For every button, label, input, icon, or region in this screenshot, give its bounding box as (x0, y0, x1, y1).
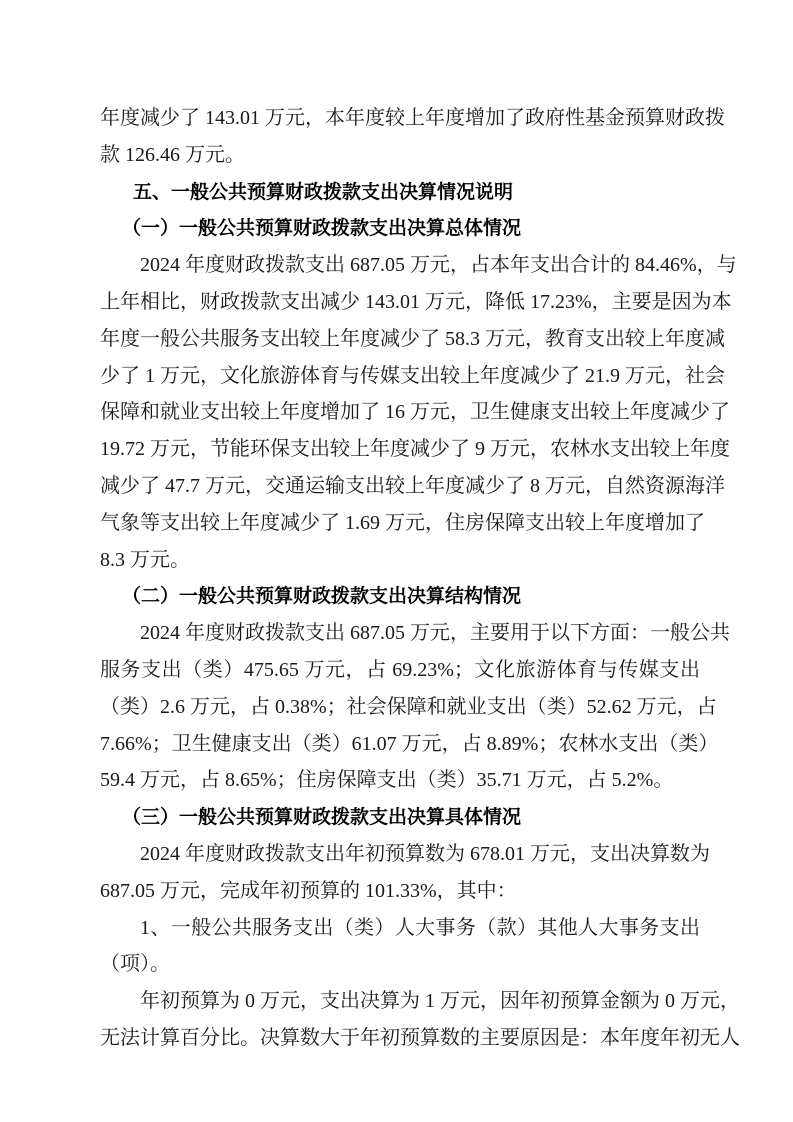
text-line: 保障和就业支出较上年度增加了 16 万元，卫生健康支出较上年度减少了 (100, 401, 730, 424)
text-line: 8.3 万元。 (100, 548, 190, 571)
paragraph (100, 247, 737, 578)
text-line: 款 126.46 万元。 (100, 143, 245, 166)
subsection-heading (100, 799, 700, 836)
text-line: 2024 年度财政拨款支出 687.05 万元，主要用于以下方面：一般公共 (140, 622, 730, 645)
text-line: 年初预算为 0 万元，支出决算为 1 万元，因年初预算金额为 0 万元， (140, 990, 740, 1013)
document-page (100, 100, 740, 1057)
text-line: 少了 1 万元，文化旅游体育与传媒支出较上年度减少了 21.9 万元，社会 (100, 364, 725, 387)
subsection-heading (100, 578, 700, 615)
text-line: 上年相比，财政拨款支出减少 143.01 万元，降低 17.23%，主要是因为本 (100, 290, 732, 313)
text-line: 气象等支出较上年度减少了 1.69 万元，住房保障支出较上年度增加了 (100, 511, 705, 534)
text-line: 7.66%；卫生健康支出（类）61.07 万元，占 8.89%；农林水支出（类） (100, 732, 719, 755)
text-line: 2024 年度财政拨款支出 687.05 万元，占本年支出合计的 84.46%，与 (140, 254, 737, 277)
text-line: （一）一般公共预算财政拨款支出决算总体情况 (122, 217, 522, 240)
paragraph (100, 615, 730, 799)
paragraph (100, 910, 700, 984)
text-line: 五、一般公共预算财政拨款支出决算情况说明 (133, 180, 514, 203)
text-line: 服务支出（类）475.65 万元，占 69.23%；文化旅游体育与传媒支出 (100, 658, 700, 681)
section-heading (100, 174, 700, 211)
text-line: 1、一般公共服务支出（类）人大事务（款）其他人大事务支出 (140, 916, 700, 939)
text-line: 减少了 47.7 万元，交通运输支出较上年度减少了 8 万元，自然资源海洋 (100, 474, 725, 497)
text-line: 年度一般公共服务支出较上年度减少了 58.3 万元，教育支出较上年度减 (100, 327, 725, 350)
text-line: 2024 年度财政拨款支出年初预算数为 678.01 万元，支出决算数为 (140, 842, 710, 865)
text-line: （二）一般公共预算财政拨款支出决算结构情况 (122, 585, 522, 608)
text-line: 687.05 万元，完成年初预算的 101.33%，其中： (100, 879, 517, 902)
text-line: 59.4 万元，占 8.65%；住房保障支出（类）35.71 万元，占 5.2%。 (100, 769, 674, 792)
text-line: （类）2.6 万元，占 0.38%；社会保障和就业支出（类）52.62 万元，占 (100, 695, 717, 718)
text-line: 年度减少了 143.01 万元，本年度较上年度增加了政府性基金预算财政拨 (100, 107, 725, 129)
text-line: 19.72 万元，节能环保支出较上年度减少了 9 万元，农林水支出较上年度 (100, 438, 730, 461)
text-line: 无法计算百分比。决算数大于年初预算数的主要原因是：本年度年初无人 (100, 1026, 740, 1049)
text-line: （项）。 (100, 953, 170, 976)
paragraph (100, 983, 740, 1057)
subsection-heading (100, 210, 700, 247)
paragraph (100, 836, 710, 910)
text-line: （三）一般公共预算财政拨款支出决算具体情况 (122, 806, 522, 829)
paragraph (100, 100, 725, 174)
